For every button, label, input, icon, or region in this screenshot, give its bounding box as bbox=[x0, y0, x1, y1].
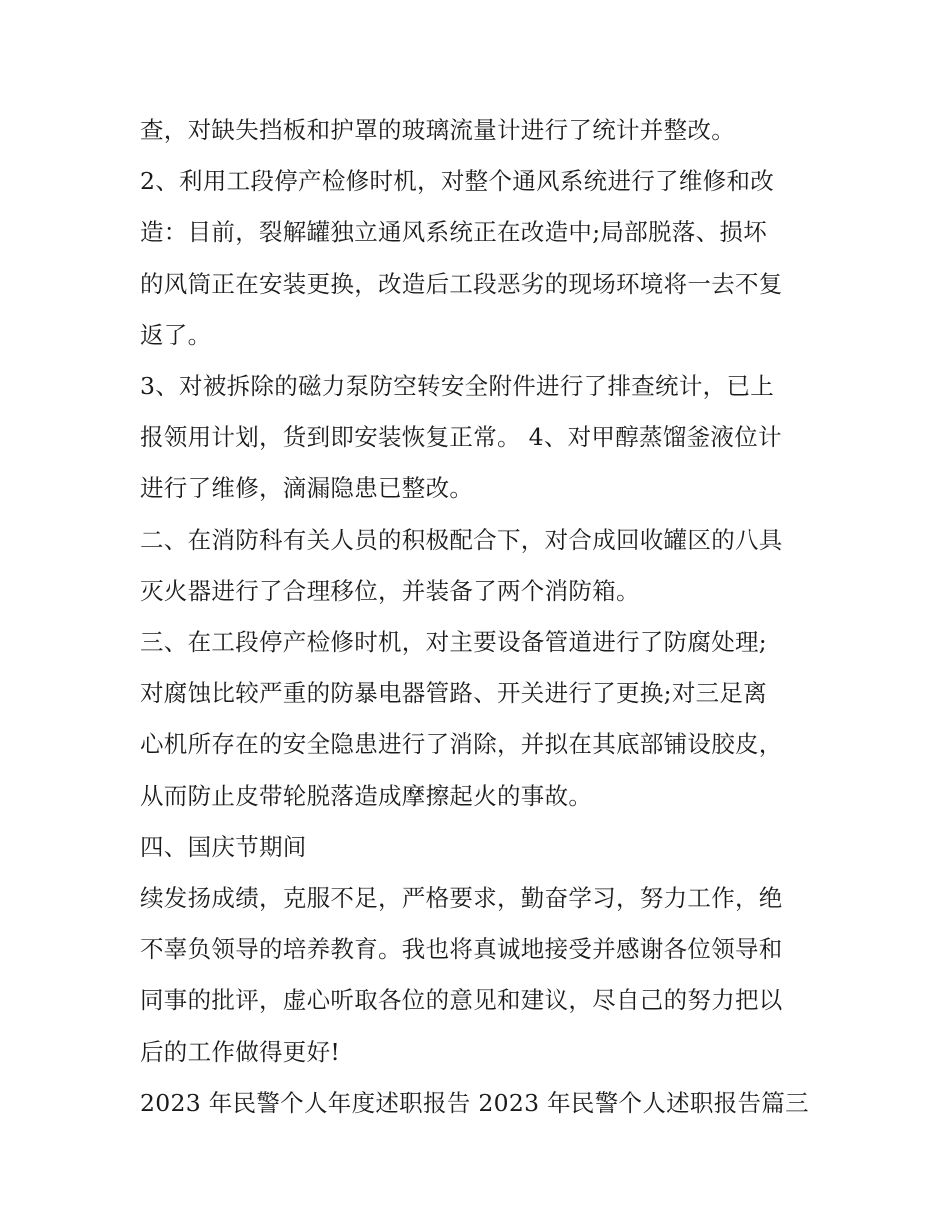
text-line: 四、国庆节期间 bbox=[140, 832, 307, 861]
text-line: 续发扬成绩，克服不足，严格要求，勤奋学习，努力工作，绝 bbox=[140, 884, 783, 913]
text-line: 同事的批评，虚心听取各位的意见和建议，尽自己的努力把以 bbox=[140, 986, 783, 1015]
text-line: 造：目前，裂解罐独立通风系统正在改造中;局部脱落、损坏 bbox=[140, 218, 768, 247]
body-text bbox=[140, 105, 820, 1129]
text-line: 灭火器进行了合理移位，并装备了两个消防箱。 bbox=[140, 576, 640, 605]
text-line: 二、在消防科有关人员的积极配合下，对合成回收罐区的八具 bbox=[140, 525, 783, 554]
text-line: 2023 年民警个人年度述职报告 2023 年民警个人述职报告篇三 bbox=[140, 1088, 809, 1117]
text-line: 的风筒正在安装更换，改造后工段恶劣的现场环境将一去不复 bbox=[140, 269, 783, 298]
text-line: 三、在工段停产检修时机，对主要设备管道进行了防腐处理; bbox=[140, 628, 768, 657]
text-line: 查，对缺失挡板和护罩的玻璃流量计进行了统计并整改。 bbox=[140, 116, 735, 144]
text-line: 从而防止皮带轮脱落造成摩擦起火的事故。 bbox=[140, 781, 593, 810]
text-line: 对腐蚀比较严重的防暴电器管路、开关进行了更换;对三足离 bbox=[140, 679, 768, 708]
text-line: 后的工作做得更好! bbox=[140, 1037, 341, 1066]
text-line: 心机所存在的安全隐患进行了消除，并拟在其底部铺设胶皮， bbox=[140, 730, 783, 759]
text-line: 2、利用工段停产检修时机，对整个通风系统进行了维修和改 bbox=[140, 167, 775, 196]
text-line: 不辜负领导的培养教育。我也将真诚地接受并感谢各位领导和 bbox=[140, 935, 783, 964]
text-line: 3、对被拆除的磁力泵防空转安全附件进行了排查统计，已上 bbox=[140, 372, 775, 401]
text-line: 报领用计划，货到即安装恢复正常。 4、对甲醇蒸馏釜液位计 bbox=[140, 423, 782, 452]
text-line: 进行了维修，滴漏隐患已整改。 bbox=[140, 474, 474, 503]
text-line: 返了。 bbox=[140, 320, 212, 349]
